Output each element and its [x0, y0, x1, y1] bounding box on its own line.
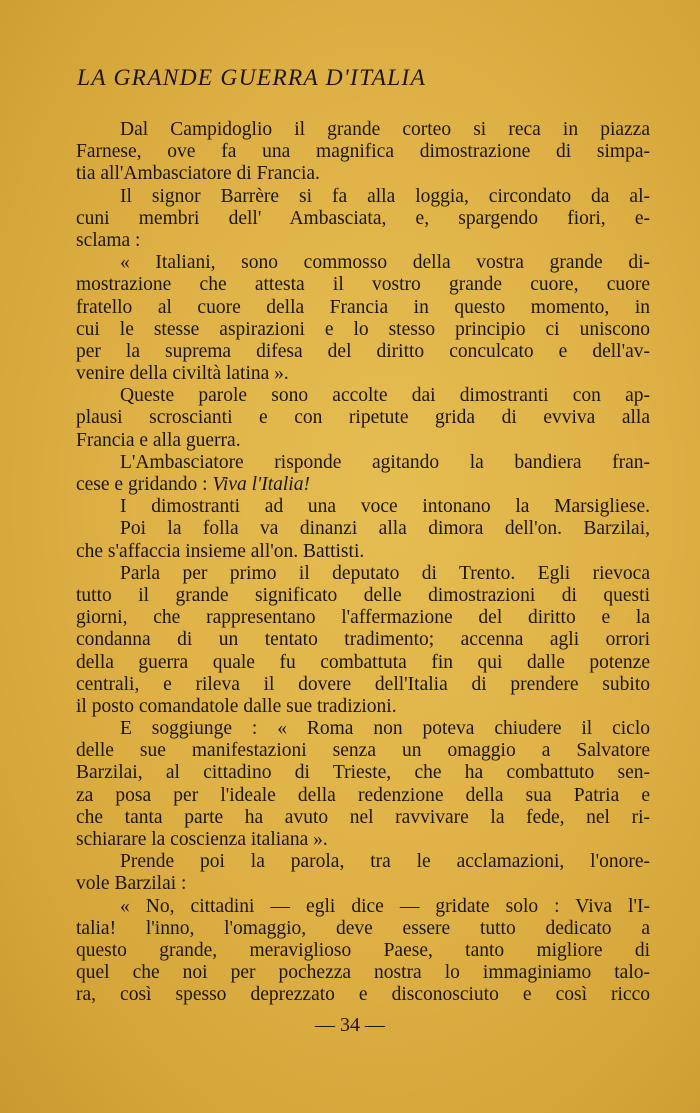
- text-line: [76, 363, 650, 385]
- text-line: [76, 407, 650, 429]
- text-line-content: « No, cittadini — egli dice — gridate solo : Viva l'I-: [120, 895, 650, 917]
- text-line-content: tia all'Ambasciatore di Francia.: [76, 163, 320, 185]
- text-line-content: mostrazione che attesta il vostro grande cuore, cuore: [76, 274, 650, 296]
- text-line: [76, 474, 650, 496]
- text-line-content: cuni membri dell' Ambasciata, e, spargendo fiori, e-: [76, 207, 650, 229]
- text-line-content: sclama :: [76, 229, 141, 251]
- text-line: [76, 918, 650, 940]
- page-number: — 34 —: [315, 1014, 385, 1036]
- text-line: [76, 762, 650, 784]
- text-line: [76, 518, 650, 540]
- text-line: [76, 851, 650, 873]
- text-line: [76, 674, 650, 696]
- text-line-content: delle sue manifestazioni senza un omaggio a Salvatore: [76, 740, 650, 762]
- text-line: [76, 896, 650, 918]
- text-line-content: centrali, e rileva il dovere dell'Italia di prendere subito: [76, 673, 650, 695]
- text-line-content: cui le stesse aspirazioni e lo stesso principio ci uniscono: [76, 318, 650, 340]
- text-line: [76, 385, 650, 407]
- text-line: [76, 452, 650, 474]
- text-line-content: plausi scroscianti e con ripetute grida di evviva alla: [76, 407, 650, 429]
- text-line-content: I dimostranti ad una voce intonano la Marsigliese.: [120, 496, 650, 518]
- text-line: [76, 807, 650, 829]
- text-line: [76, 119, 650, 141]
- text-line: [76, 430, 650, 452]
- text-line: [76, 940, 650, 962]
- text-line-content: quel che noi per pochezza nostra lo immaginiamo talo-: [76, 962, 650, 984]
- text-line: [76, 585, 650, 607]
- text-line: [76, 496, 650, 518]
- text-line: [76, 319, 650, 341]
- text-line-content: che s'affaccia insieme all'on. Battisti.: [76, 540, 365, 562]
- text-line: [76, 341, 650, 363]
- text-line-content: giorni, che rappresentano l'affermazione del diritto e la: [76, 607, 650, 629]
- running-head: LA GRANDE GUERRA D'ITALIA: [77, 65, 426, 91]
- text-line: [76, 829, 650, 851]
- text-line-content: cese e gridando :: [76, 474, 213, 495]
- text-line: [76, 297, 650, 319]
- text-line: [76, 563, 650, 585]
- text-line: [76, 230, 650, 252]
- text-line: [76, 984, 650, 1006]
- text-line-content: za posa per l'ideale della redenzione della sua Patria e: [76, 784, 650, 806]
- text-line: [76, 718, 650, 740]
- text-line-content: per la suprema difesa del diritto conculcato e dell'av-: [76, 340, 650, 362]
- text-line-content: fratello al cuore della Francia in questo momento, in: [76, 296, 650, 318]
- text-line-content: vole Barzilai :: [76, 873, 187, 895]
- text-line-content: il posto comandatole dalle sue tradizioni.: [76, 695, 397, 717]
- text-line-content: Dal Campidoglio il grande corteo si reca in piazza: [120, 119, 650, 140]
- text-line-content: Barzilai, al cittadino di Trieste, che ha combattuto sen-: [76, 762, 650, 784]
- text-line-content: L'Ambasciatore risponde agitando la bandiera fran-: [120, 451, 650, 473]
- text-line: [76, 163, 650, 185]
- text-line: [76, 696, 650, 718]
- text-line-content: schiarare la coscienza italiana ».: [76, 829, 328, 850]
- text-line: [76, 607, 650, 629]
- text-line-content: tutto il grande significato delle dimostrazioni di questi: [76, 584, 650, 606]
- italic-text: Viva l'Italia!: [212, 474, 310, 495]
- text-line-content: questo grande, meraviglioso Paese, tanto migliore di: [76, 939, 650, 961]
- text-line: [76, 785, 650, 807]
- text-line-content: venire della civiltà latina ».: [76, 363, 289, 385]
- text-line: [76, 141, 650, 163]
- text-line-content: E soggiunge : « Roma non poteva chiudere il ciclo: [120, 718, 650, 740]
- body-text: [76, 119, 650, 1007]
- text-line-content: Queste parole sono accolte dai dimostranti con ap-: [120, 385, 650, 407]
- text-line-content: talia! l'inno, l'omaggio, deve essere tutto dedicato a: [76, 917, 650, 939]
- text-line-content: Prende poi la parola, tra le acclamazioni, l'onore-: [120, 851, 650, 873]
- text-line: [76, 873, 650, 895]
- text-line-content: Il signor Barrère si fa alla loggia, circondato da al-: [120, 185, 650, 207]
- text-line: [76, 740, 650, 762]
- text-line: [76, 208, 650, 230]
- text-line-content: Parla per primo il deputato di Trento. Egli rievoca: [120, 562, 650, 584]
- text-line-content: Poi la folla va dinanzi alla dimora dell'on. Barzilai,: [120, 518, 650, 540]
- text-line-content: ra, così spesso deprezzato e disconosciuto e così ricco: [76, 984, 650, 1006]
- text-line-content: che tanta parte ha avuto nel ravvivare la fede, nel ri-: [76, 806, 650, 828]
- text-line: [76, 541, 650, 563]
- text-line: [76, 652, 650, 674]
- text-line: [76, 252, 650, 274]
- text-line-content: « Italiani, sono commosso della vostra grande di-: [120, 252, 650, 274]
- text-line: [76, 274, 650, 296]
- text-line: [76, 629, 650, 651]
- text-line-content: Farnese, ove fa una magnifica dimostrazione di simpa-: [76, 141, 650, 163]
- text-line: [76, 186, 650, 208]
- text-line-content: della guerra quale fu combattuta fin qui dalle potenze: [76, 651, 650, 673]
- text-line: [76, 962, 650, 984]
- text-line-content: Francia e alla guerra.: [76, 429, 241, 451]
- text-line-content: condanna di un tentato tradimento; accenna agli orrori: [76, 629, 650, 651]
